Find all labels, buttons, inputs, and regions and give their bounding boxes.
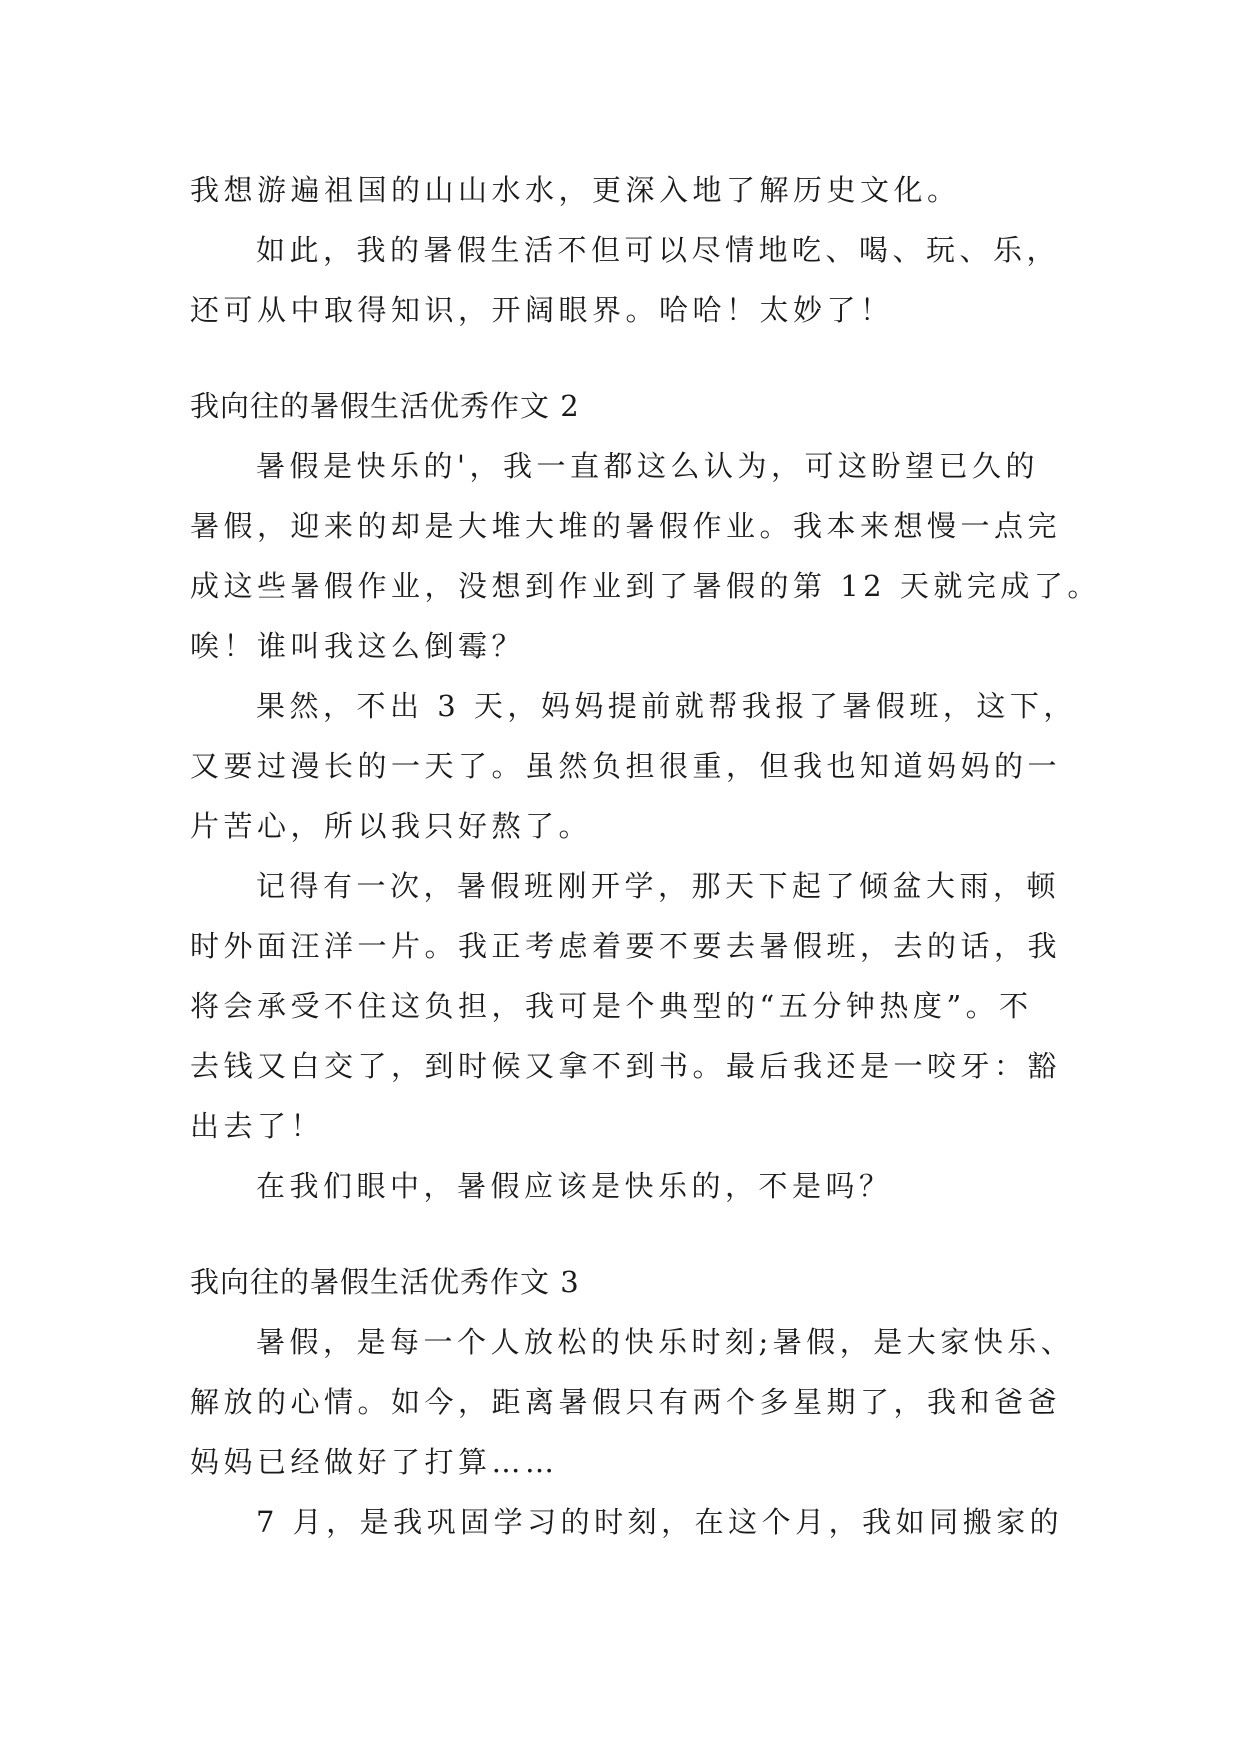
text-line: 时外面汪洋一片。我正考虑着要不要去暑假班，去的话，我 <box>190 929 1062 963</box>
text-line: 成这些暑假作业，没想到作业到了暑假的第 12 天就完成了。 <box>190 569 1101 603</box>
text-line: 如此，我的暑假生活不但可以尽情地吃、喝、玩、乐， <box>256 233 1061 267</box>
text-line: 又要过漫长的一天了。虽然负担很重，但我也知道妈妈的一 <box>190 749 1062 783</box>
text-line: 我想游遍祖国的山山水水，更深入地了解历史文化。 <box>190 173 961 207</box>
text-line: 将会承受不住这负担，我可是个典型的“五分钟热度”。不 <box>190 989 1033 1023</box>
document-page <box>190 160 1101 1552</box>
text-line: 在我们眼中，暑假应该是快乐的，不是吗？ <box>256 1169 893 1203</box>
text-line: 去钱又白交了，到时候又拿不到书。最后我还是一咬牙：豁 <box>190 1049 1062 1083</box>
text-line: 解放的心情。如今，距离暑假只有两个多星期了，我和爸爸 <box>190 1385 1062 1419</box>
essay-title: 我向往的暑假生活优秀作文 2 <box>190 389 580 423</box>
text-line: 7 月，是我巩固学习的时刻，在这个月，我如同搬家的 <box>256 1505 1064 1539</box>
text-line: 出去了！ <box>190 1109 325 1143</box>
text-line: 暑假，迎来的却是大堆大堆的暑假作业。我本来想慢一点完 <box>190 509 1062 543</box>
text-line: 暑假是快乐的'，我一直都这么认为，可这盼望已久的 <box>256 449 1039 483</box>
text-line: 暑假，是每一个人放松的快乐时刻;暑假，是大家快乐、 <box>256 1325 1075 1359</box>
text-line: 还可从中取得知识，开阔眼界。哈哈！太妙了！ <box>190 293 894 327</box>
text-line: 片苦心，所以我只好熬了。 <box>190 809 593 843</box>
text-line: 果然，不出 3 天，妈妈提前就帮我报了暑假班，这下， <box>256 689 1077 723</box>
text-line: 记得有一次，暑假班刚开学，那天下起了倾盆大雨，顿 <box>256 869 1061 903</box>
text-line: 唉！谁叫我这么倒霉？ <box>190 629 526 663</box>
text-line: 妈妈已经做好了打算…… <box>190 1445 559 1479</box>
essay-title: 我向往的暑假生活优秀作文 3 <box>190 1265 580 1299</box>
